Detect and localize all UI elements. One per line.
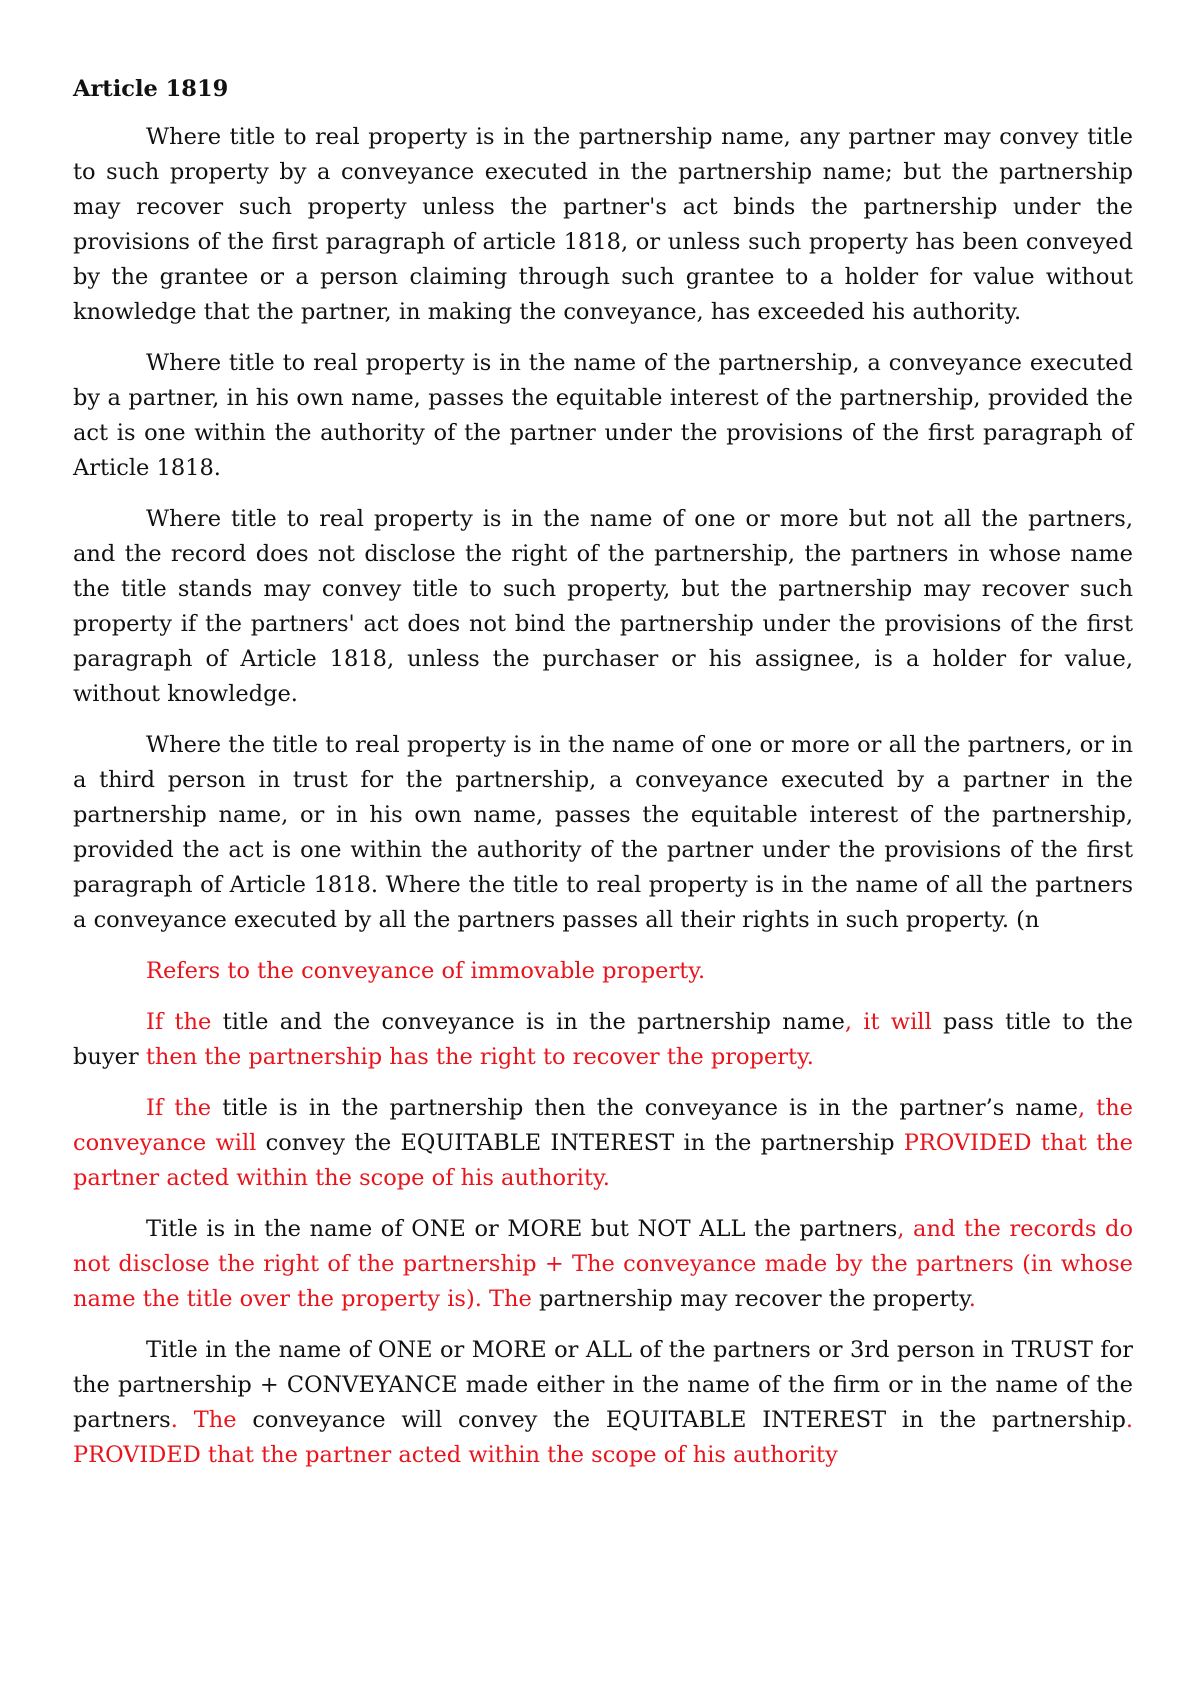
body-text: pass title to the buyer	[73, 1009, 1133, 1070]
annotation-text: then the partnership has the right to recover the property.	[145, 1044, 814, 1070]
annotation-text: . PROVIDED that the partner acted within the scope of his authority	[73, 1407, 1133, 1468]
body-text: Where title to real property is in the partnership name, any partner may convey title to such property by a conveyance executed in the partnership name; but the partnership may recover such property unless the partner's act binds the partnership under the provisions of the first paragraph of article 1818, or unless such property has been conveyed by the grantee or a person claiming through such grantee to a holder for value without knowledge that the partner, in making the conveyance, has exceeded his authority.	[73, 124, 1133, 325]
paragraph-9	[73, 1333, 1133, 1473]
body-text: Where title to real property is in the name of one or more but not all the partners, and the record does not disclose the right of the partnership, the partners in whose name the title stands may convey title to such property, but the partnership may recover such property if the partners' act does not bind the partnership under the provisions of the first paragraph of Article 1818, unless the purchaser or his assignee, is a holder for value, without knowledge.	[73, 506, 1133, 707]
paragraph-6	[73, 1005, 1133, 1075]
body-text: Where the title to real property is in the name of one or more or all the partners, or in a third person in trust for the partnership, a conveyance executed by a partner in the partnership name, or in his own name, passes the equitable interest of the partnership, provided the act is one within the authority of the partner under the provisions of the first paragraph of Article 1818. Where the title to real property is in the name of all the partners a conveyance executed by all the partners passes all their rights in such property. (n	[73, 732, 1133, 933]
article-body	[73, 120, 1133, 1473]
annotation-text: If the	[146, 1009, 223, 1035]
body-text: conveyance will convey the EQUITABLE INTEREST in the partnership	[252, 1407, 1126, 1433]
annotation-text: , it will	[844, 1009, 943, 1035]
body-text: Title in the name of ONE or MORE or ALL of the partners or 3rd person in TRUST for the partnership + CONVEYANCE made either in the name of the firm or in the name of the partners	[73, 1337, 1133, 1433]
paragraph-1	[73, 120, 1133, 330]
annotation-text: , the conveyance will	[73, 1095, 1134, 1156]
body-text: partnership may recover the property	[539, 1286, 969, 1312]
article-heading: Article 1819	[73, 76, 229, 102]
annotation-text: Refers to the conveyance of immovable property.	[146, 958, 706, 984]
paragraph-3	[73, 502, 1133, 712]
body-text: Title is in the name of ONE or MORE but NOT ALL the partners	[146, 1216, 898, 1242]
paragraph-8	[73, 1212, 1133, 1317]
paragraph-5	[73, 954, 1133, 989]
body-text: Where title to real property is in the name of the partnership, a conveyance executed by a partner, in his own name, passes the equitable interest of the partnership, provided the act is one within the authority of the partner under the provisions of the first paragraph of Article 1818.	[73, 350, 1133, 481]
document-page	[73, 70, 1133, 1489]
annotation-text: , and the records do not disclose the right of the partnership + The conveyance made by the partners (in whose name the title over the property is). The	[73, 1216, 1134, 1312]
annotation-text: If the	[146, 1095, 223, 1121]
paragraph-2	[73, 346, 1133, 486]
body-text: convey the EQUITABLE INTEREST in the partnership	[265, 1130, 904, 1156]
annotation-text: .	[968, 1286, 976, 1312]
annotation-text: . The	[170, 1407, 253, 1433]
body-text: title is in the partnership then the conveyance is in the partner’s name	[222, 1095, 1078, 1121]
paragraph-7	[73, 1091, 1133, 1196]
annotation-text: PROVIDED that the partner acted within the scope of his authority.	[73, 1130, 1133, 1191]
paragraph-4	[73, 728, 1133, 938]
body-text: title and the conveyance is in the partnership name	[222, 1009, 845, 1035]
